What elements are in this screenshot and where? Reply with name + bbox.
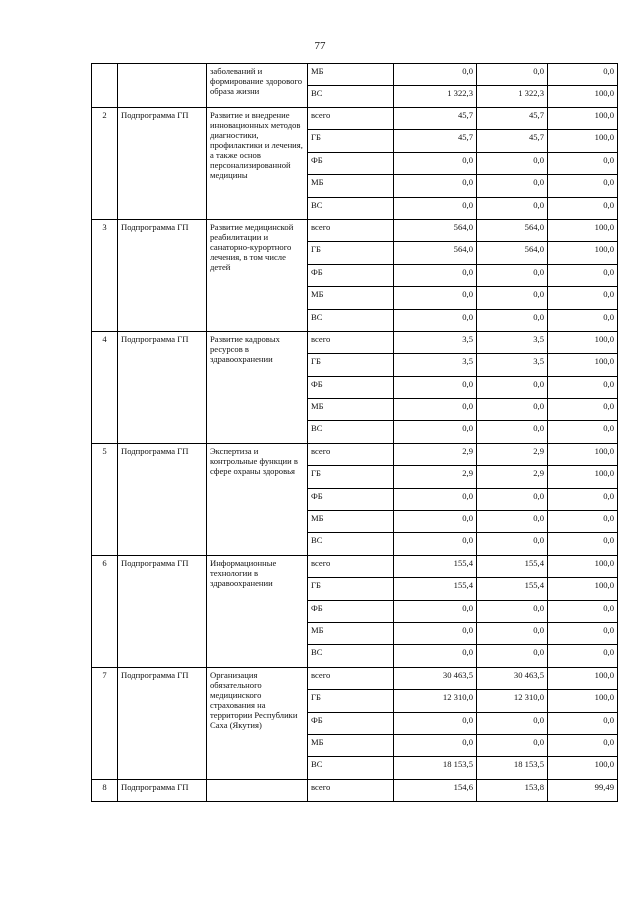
actual-value-cell: 153,8 xyxy=(477,779,548,801)
page-number: 77 xyxy=(314,40,326,52)
percent-cell: 100,0 xyxy=(548,667,618,689)
actual-value-cell: 3,5 xyxy=(477,354,548,376)
actual-value-cell: 12 310,0 xyxy=(477,690,548,712)
percent-cell: 0,0 xyxy=(548,734,618,756)
percent-cell: 100,0 xyxy=(548,555,618,577)
funding-source-cell: всего xyxy=(308,555,394,577)
percent-cell: 0,0 xyxy=(548,376,618,398)
actual-value-cell: 0,0 xyxy=(477,152,548,174)
percent-cell: 0,0 xyxy=(548,309,618,331)
table-row xyxy=(92,667,618,689)
table-row xyxy=(92,779,618,801)
percent-cell: 100,0 xyxy=(548,108,618,130)
percent-cell: 0,0 xyxy=(548,712,618,734)
percent-cell: 100,0 xyxy=(548,354,618,376)
actual-value-cell: 30 463,5 xyxy=(477,667,548,689)
program-name-cell: Экспертиза и контрольные функции в сфере охраны здоровья xyxy=(207,443,308,555)
funding-source-cell: ФБ xyxy=(308,712,394,734)
funding-source-cell: ВС xyxy=(308,533,394,555)
funding-source-cell: ГБ xyxy=(308,354,394,376)
percent-cell: 0,0 xyxy=(548,533,618,555)
funding-source-cell: ГБ xyxy=(308,690,394,712)
planned-value-cell: 0,0 xyxy=(394,734,477,756)
percent-cell: 0,0 xyxy=(548,287,618,309)
planned-value-cell: 0,0 xyxy=(394,600,477,622)
program-name-cell: Развитие кадровых ресурсов в здравоохранении xyxy=(207,331,308,443)
program-type-cell: Подпрограмма ГП xyxy=(118,108,207,220)
funding-source-cell: всего xyxy=(308,443,394,465)
planned-value-cell: 1 322,3 xyxy=(394,86,477,108)
percent-cell: 100,0 xyxy=(548,466,618,488)
percent-cell: 0,0 xyxy=(548,399,618,421)
funding-source-cell: ВС xyxy=(308,86,394,108)
funding-source-cell: МБ xyxy=(308,734,394,756)
planned-value-cell: 18 153,5 xyxy=(394,757,477,779)
planned-value-cell: 0,0 xyxy=(394,511,477,533)
percent-cell: 100,0 xyxy=(548,130,618,152)
table-row xyxy=(92,219,618,241)
planned-value-cell: 0,0 xyxy=(394,488,477,510)
program-name-cell xyxy=(207,779,308,801)
actual-value-cell: 0,0 xyxy=(477,399,548,421)
planned-value-cell: 12 310,0 xyxy=(394,690,477,712)
actual-value-cell: 0,0 xyxy=(477,511,548,533)
planned-value-cell: 45,7 xyxy=(394,130,477,152)
program-type-cell xyxy=(118,64,207,108)
row-number-cell: 4 xyxy=(92,331,118,443)
planned-value-cell: 564,0 xyxy=(394,219,477,241)
table-row xyxy=(92,64,618,86)
actual-value-cell: 0,0 xyxy=(477,600,548,622)
percent-cell: 100,0 xyxy=(548,578,618,600)
planned-value-cell: 0,0 xyxy=(394,152,477,174)
actual-value-cell: 0,0 xyxy=(477,264,548,286)
planned-value-cell: 155,4 xyxy=(394,578,477,600)
funding-source-cell: ФБ xyxy=(308,376,394,398)
planned-value-cell: 0,0 xyxy=(394,399,477,421)
percent-cell: 100,0 xyxy=(548,242,618,264)
planned-value-cell: 30 463,5 xyxy=(394,667,477,689)
percent-cell: 0,0 xyxy=(548,64,618,86)
percent-cell: 0,0 xyxy=(548,175,618,197)
planned-value-cell: 0,0 xyxy=(394,421,477,443)
planned-value-cell: 3,5 xyxy=(394,354,477,376)
funding-source-cell: ВС xyxy=(308,757,394,779)
percent-cell: 100,0 xyxy=(548,86,618,108)
program-name-cell: Информационные технологии в здравоохранении xyxy=(207,555,308,667)
actual-value-cell: 564,0 xyxy=(477,219,548,241)
percent-cell: 100,0 xyxy=(548,690,618,712)
funding-source-cell: МБ xyxy=(308,399,394,421)
funding-source-cell: ФБ xyxy=(308,488,394,510)
planned-value-cell: 45,7 xyxy=(394,108,477,130)
funding-source-cell: ВС xyxy=(308,197,394,219)
planned-value-cell: 0,0 xyxy=(394,64,477,86)
funding-source-cell: ГБ xyxy=(308,578,394,600)
planned-value-cell: 2,9 xyxy=(394,466,477,488)
funding-source-cell: МБ xyxy=(308,287,394,309)
actual-value-cell: 0,0 xyxy=(477,309,548,331)
actual-value-cell: 0,0 xyxy=(477,622,548,644)
actual-value-cell: 0,0 xyxy=(477,488,548,510)
funding-source-cell: ВС xyxy=(308,645,394,667)
program-name-cell: заболеваний и формирование здорового образа жизни xyxy=(207,64,308,108)
percent-cell: 0,0 xyxy=(548,264,618,286)
percent-cell: 0,0 xyxy=(548,421,618,443)
actual-value-cell: 1 322,3 xyxy=(477,86,548,108)
table-row xyxy=(92,555,618,577)
funding-source-cell: всего xyxy=(308,219,394,241)
planned-value-cell: 0,0 xyxy=(394,264,477,286)
percent-cell: 0,0 xyxy=(548,645,618,667)
planned-value-cell: 0,0 xyxy=(394,645,477,667)
funding-source-cell: МБ xyxy=(308,64,394,86)
percent-cell: 0,0 xyxy=(548,511,618,533)
program-type-cell: Подпрограмма ГП xyxy=(118,555,207,667)
table-row xyxy=(92,443,618,465)
percent-cell: 0,0 xyxy=(548,488,618,510)
actual-value-cell: 0,0 xyxy=(477,376,548,398)
planned-value-cell: 0,0 xyxy=(394,175,477,197)
percent-cell: 0,0 xyxy=(548,152,618,174)
planned-value-cell: 0,0 xyxy=(394,197,477,219)
program-type-cell: Подпрограмма ГП xyxy=(118,667,207,779)
row-number-cell xyxy=(92,64,118,108)
actual-value-cell: 0,0 xyxy=(477,421,548,443)
program-type-cell: Подпрограмма ГП xyxy=(118,779,207,801)
planned-value-cell: 0,0 xyxy=(394,622,477,644)
actual-value-cell: 564,0 xyxy=(477,242,548,264)
program-name-cell: Организация обязательного медицинского страхования на территории Республики Саха (Якутия) xyxy=(207,667,308,779)
actual-value-cell: 2,9 xyxy=(477,466,548,488)
row-number-cell: 2 xyxy=(92,108,118,220)
row-number-cell: 3 xyxy=(92,219,118,331)
actual-value-cell: 0,0 xyxy=(477,197,548,219)
planned-value-cell: 0,0 xyxy=(394,287,477,309)
funding-source-cell: МБ xyxy=(308,622,394,644)
percent-cell: 0,0 xyxy=(548,600,618,622)
actual-value-cell: 155,4 xyxy=(477,555,548,577)
program-name-cell: Развитие медицинской реабилитации и санаторно-курортного лечения, в том числе детей xyxy=(207,219,308,331)
funding-source-cell: всего xyxy=(308,779,394,801)
funding-source-cell: ФБ xyxy=(308,152,394,174)
funding-source-cell: всего xyxy=(308,331,394,353)
row-number-cell: 6 xyxy=(92,555,118,667)
actual-value-cell: 0,0 xyxy=(477,645,548,667)
actual-value-cell: 18 153,5 xyxy=(477,757,548,779)
program-type-cell: Подпрограмма ГП xyxy=(118,443,207,555)
row-number-cell: 5 xyxy=(92,443,118,555)
planned-value-cell: 155,4 xyxy=(394,555,477,577)
planned-value-cell: 0,0 xyxy=(394,376,477,398)
planned-value-cell: 0,0 xyxy=(394,533,477,555)
program-type-cell: Подпрограмма ГП xyxy=(118,331,207,443)
planned-value-cell: 3,5 xyxy=(394,331,477,353)
percent-cell: 100,0 xyxy=(548,757,618,779)
actual-value-cell: 45,7 xyxy=(477,130,548,152)
budget-table xyxy=(91,63,618,802)
actual-value-cell: 155,4 xyxy=(477,578,548,600)
funding-source-cell: ГБ xyxy=(308,466,394,488)
percent-cell: 100,0 xyxy=(548,331,618,353)
actual-value-cell: 0,0 xyxy=(477,734,548,756)
planned-value-cell: 154,6 xyxy=(394,779,477,801)
percent-cell: 100,0 xyxy=(548,219,618,241)
actual-value-cell: 0,0 xyxy=(477,175,548,197)
row-number-cell: 7 xyxy=(92,667,118,779)
funding-source-cell: ФБ xyxy=(308,600,394,622)
funding-source-cell: ВС xyxy=(308,421,394,443)
funding-source-cell: ФБ xyxy=(308,264,394,286)
funding-source-cell: всего xyxy=(308,667,394,689)
actual-value-cell: 0,0 xyxy=(477,712,548,734)
actual-value-cell: 0,0 xyxy=(477,287,548,309)
table-row xyxy=(92,108,618,130)
table-row xyxy=(92,331,618,353)
percent-cell: 100,0 xyxy=(548,443,618,465)
planned-value-cell: 564,0 xyxy=(394,242,477,264)
actual-value-cell: 2,9 xyxy=(477,443,548,465)
actual-value-cell: 0,0 xyxy=(477,533,548,555)
funding-source-cell: ГБ xyxy=(308,130,394,152)
percent-cell: 0,0 xyxy=(548,622,618,644)
actual-value-cell: 0,0 xyxy=(477,64,548,86)
percent-cell: 99,49 xyxy=(548,779,618,801)
funding-source-cell: МБ xyxy=(308,175,394,197)
planned-value-cell: 2,9 xyxy=(394,443,477,465)
actual-value-cell: 3,5 xyxy=(477,331,548,353)
actual-value-cell: 45,7 xyxy=(477,108,548,130)
funding-source-cell: всего xyxy=(308,108,394,130)
row-number-cell: 8 xyxy=(92,779,118,801)
program-name-cell: Развитие и внедрение инновационных методов диагностики, профилактики и лечения, а также основ персонализированной медицины xyxy=(207,108,308,220)
funding-source-cell: ВС xyxy=(308,309,394,331)
percent-cell: 0,0 xyxy=(548,197,618,219)
program-type-cell: Подпрограмма ГП xyxy=(118,219,207,331)
planned-value-cell: 0,0 xyxy=(394,712,477,734)
funding-source-cell: ГБ xyxy=(308,242,394,264)
planned-value-cell: 0,0 xyxy=(394,309,477,331)
funding-source-cell: МБ xyxy=(308,511,394,533)
